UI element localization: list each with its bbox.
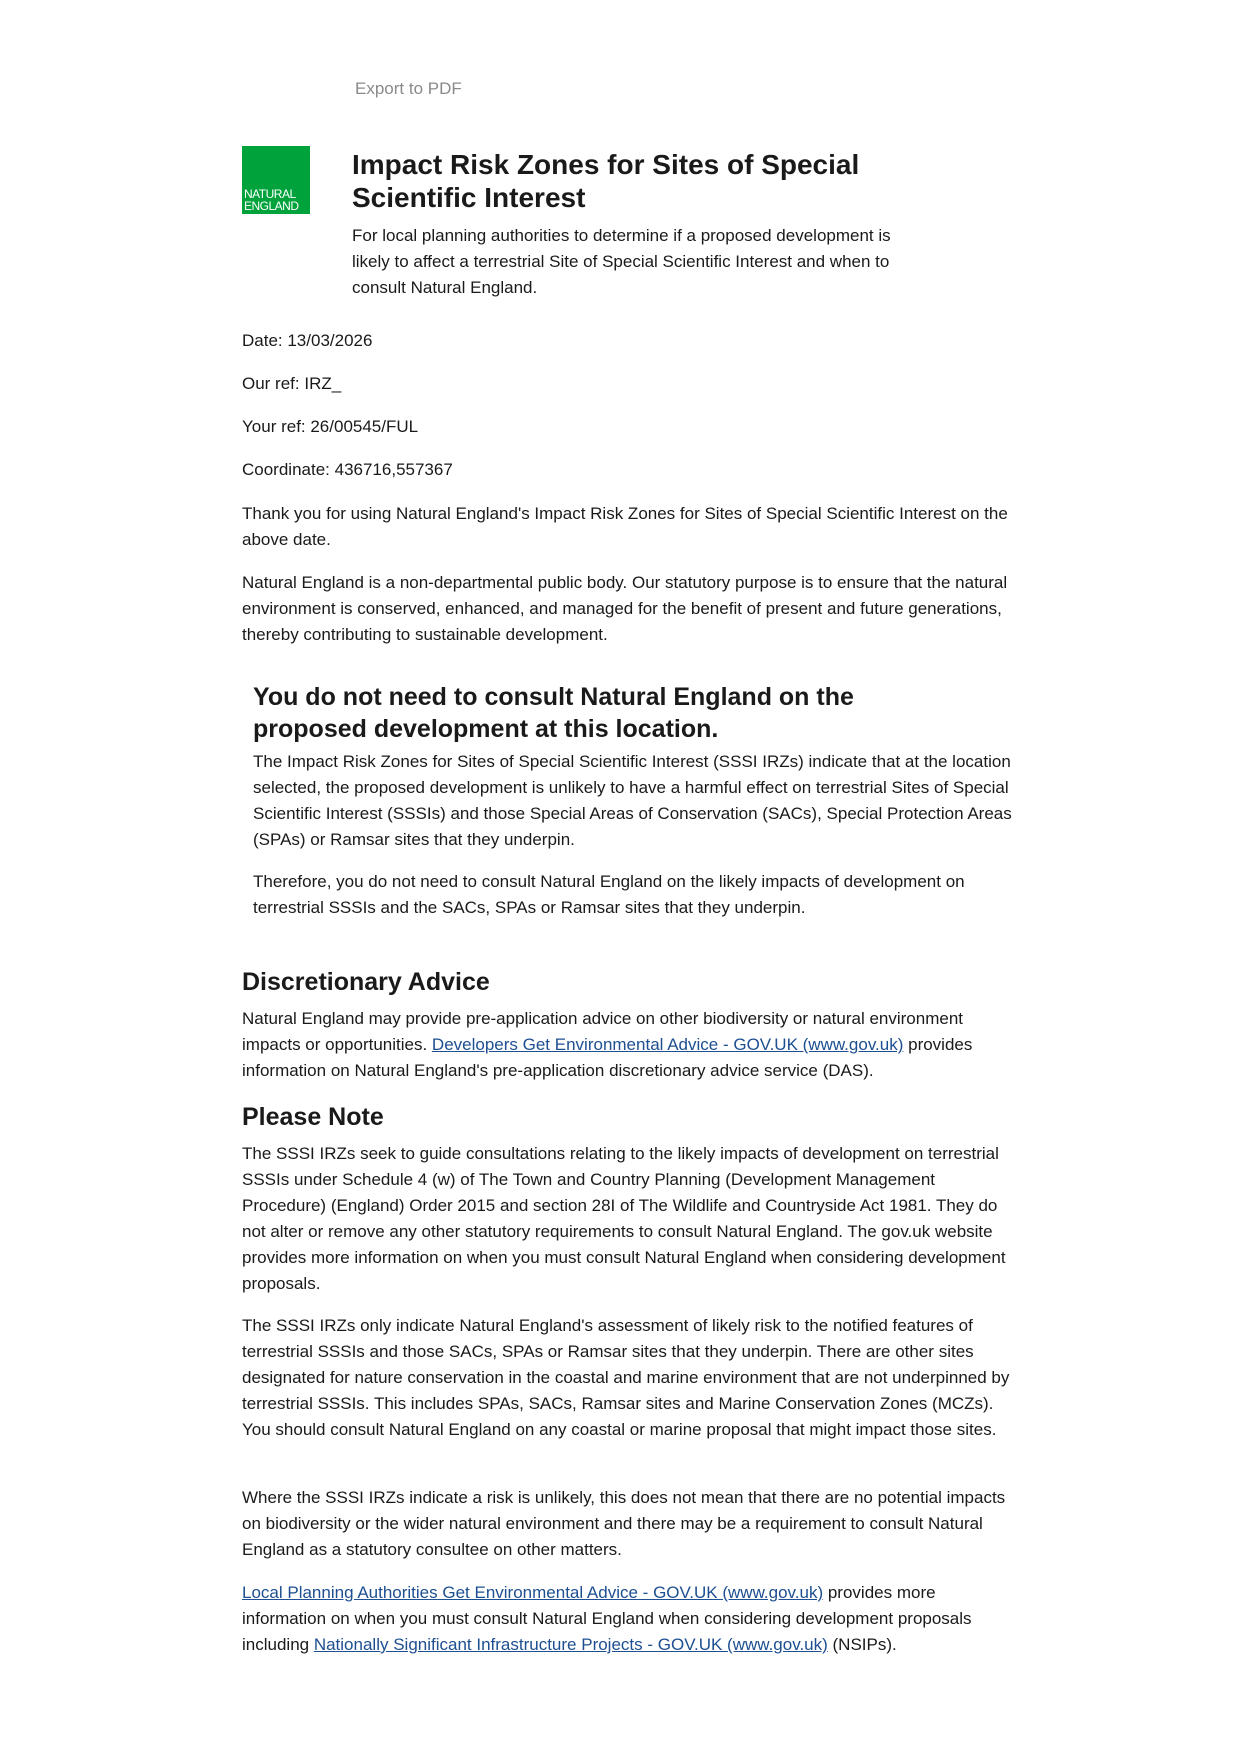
- your-ref-line: Your ref: 26/00545/FUL: [242, 417, 419, 436]
- coordinate-line: Coordinate: 436716,557367: [242, 460, 453, 479]
- discretionary-advice-paragraph: [242, 1006, 1012, 1084]
- discretionary-advice-heading: Discretionary Advice: [242, 968, 490, 996]
- note-paragraph-3: Where the SSSI IRZs indicate a risk is unlikely, this does not mean that there are no potential impacts on biodiversity or the wider natural environment and there may be a requirement to consult Natural England as a statutory consultee on other matters.: [242, 1488, 1006, 1559]
- logo-line-2: ENGLAND: [244, 199, 299, 213]
- consultation-result-paragraph-2: Therefore, you do not need to consult Natural England on the likely impacts of development on terrestrial SSSIs and the SACs, SPAs or Ramsar sites that they underpin.: [253, 872, 965, 917]
- note-paragraph-2: The SSSI IRZs only indicate Natural England's assessment of likely risk to the notified features of terrestrial SSSIs and those SACs, SPAs or Ramsar sites that they underpin. There are other sites designated for nature conservation in the coastal and marine environment that are not underpinned by terrestrial SSSIs. This includes SPAs, SACs, Ramsar sites and Marine Conservation Zones (MCZs). You should consult Natural England on any coastal or marine proposal that might impact those sites.: [242, 1316, 1010, 1439]
- page-subtitle: For local planning authorities to determine if a proposed development is likely to affect a terrestrial Site of Special Scientific Interest and when to consult Natural England.: [352, 226, 891, 297]
- discretionary-text-before: Natural England may provide pre-application advice on other biodiversity or natural environment impacts or opportunities.: [242, 1009, 964, 1054]
- export-to-pdf-link[interactable]: Export to PDF: [355, 79, 462, 98]
- our-ref-line: Our ref: IRZ_: [242, 374, 342, 393]
- note-p4-text-1: provides more information on when you must consult Natural England when considering development proposals including: [242, 1583, 972, 1654]
- note-paragraph-1: The SSSI IRZs seek to guide consultations relating to the likely impacts of development on terrestrial SSSIs under Schedule 4 (w) of The Town and Country Planning (Development Management Procedure) (England) Order 2015 and section 28I of The Wildlife and Countryside Act 1981. They do not alter or remove any other statutory requirements to consult Natural England. The gov.uk website provides more information on when you must consult Natural England when considering development proposals.: [242, 1144, 1006, 1293]
- please-note-heading: Please Note: [242, 1103, 384, 1131]
- consultation-result-paragraph-1: The Impact Risk Zones for Sites of Special Scientific Interest (SSSI IRZs) indicate that at the location selected, the proposed development is unlikely to have a harmful effect on terrestrial Sites of Special Scientific Interest (SSSIs) and those Special Areas of Conservation (SACs), Special Protection Areas (SPAs) or Ramsar sites that they underpin.: [253, 752, 1012, 849]
- natural-england-logo: [242, 146, 310, 214]
- nsip-link[interactable]: Nationally Significant Infrastructure Projects - GOV.UK (www.gov.uk): [313, 1635, 828, 1654]
- logo-line-1: NATURAL: [244, 187, 296, 201]
- date-line: Date: 13/03/2026: [242, 331, 373, 350]
- page-title: Impact Risk Zones for Sites of Special Scientific Interest: [352, 149, 860, 213]
- intro-paragraph-1: Thank you for using Natural England's Impact Risk Zones for Sites of Special Scientific Interest on the above date.: [242, 504, 1008, 549]
- lpa-advice-link[interactable]: Local Planning Authorities Get Environmental Advice - GOV.UK (www.gov.uk): [242, 1583, 824, 1602]
- discretionary-text-after: provides information on Natural England's pre-application discretionary advice service (DAS).: [242, 1035, 973, 1080]
- note-p4-text-2: (NSIPs).: [827, 1635, 897, 1654]
- developers-advice-link[interactable]: Developers Get Environmental Advice - GOV.UK (www.gov.uk): [431, 1035, 904, 1054]
- intro-paragraph-2: Natural England is a non-departmental public body. Our statutory purpose is to ensure that the natural environment is conserved, enhanced, and managed for the benefit of present and future generations, thereby contributing to sustainable development.: [242, 573, 1008, 644]
- consultation-result-heading: You do not need to consult Natural England on the proposed development at this location.: [253, 683, 854, 743]
- note-paragraph-4: [242, 1580, 1012, 1658]
